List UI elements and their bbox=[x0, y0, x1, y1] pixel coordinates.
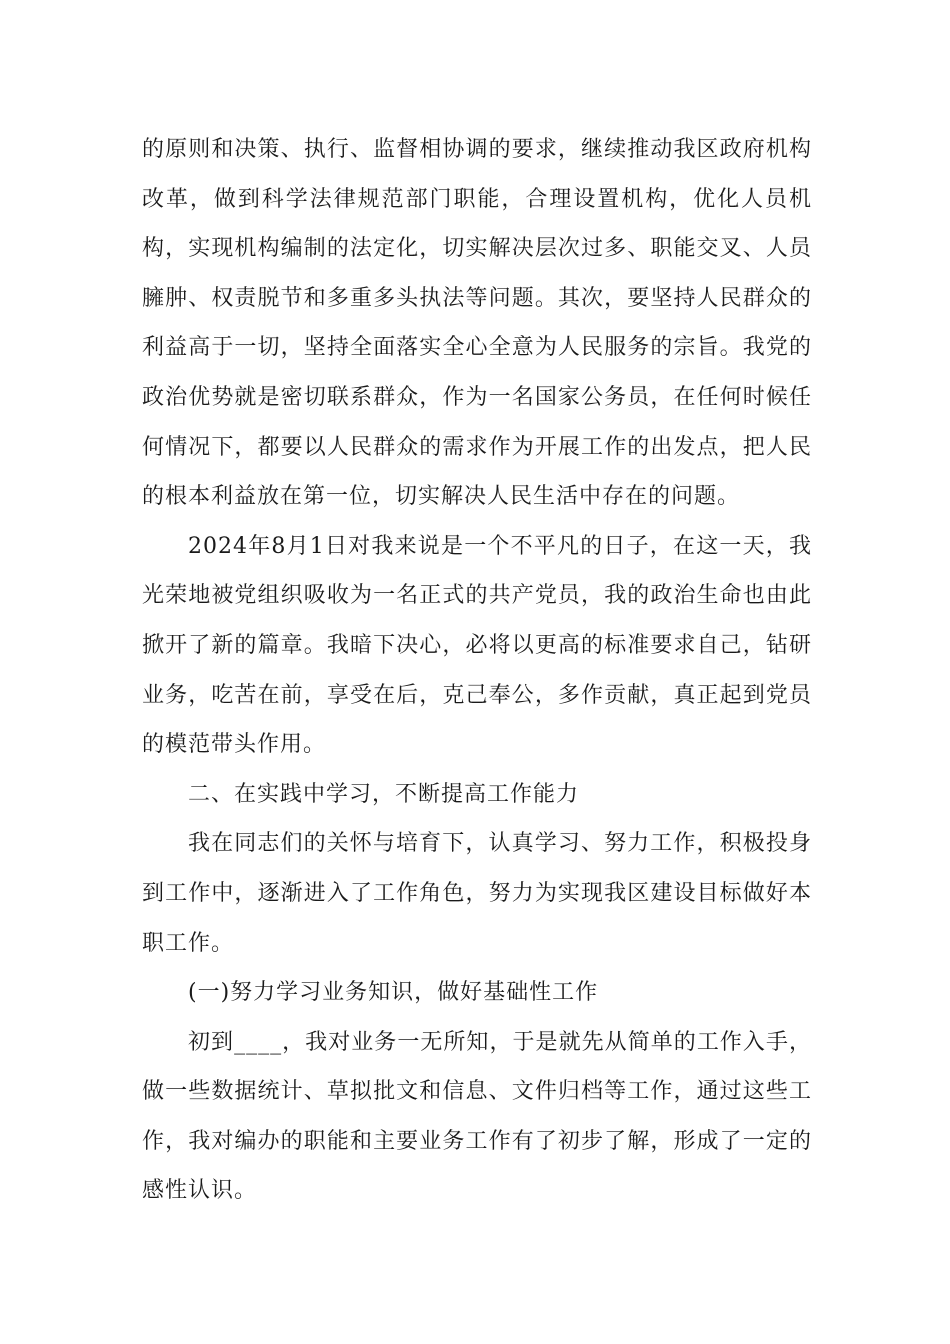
subsection-heading-1: (一)努力学习业务知识，做好基础性工作 bbox=[188, 980, 599, 1006]
document-page bbox=[142, 125, 812, 1216]
section-heading-2: 二、在实践中学习，不断提高工作能力 bbox=[188, 781, 580, 807]
body-paragraph-1: 的原则和决策、执行、监督相协调的要求，继续推动我区政府机构改革，做到科学法律规范部门职能，合理设置机构，优化人员机构，实现机构编制的法定化，切实解决层次过多、职能交叉、人员臃肿、权责脱节和多重多头执法等问题。其次，要坚持人民群众的利益高于一切，坚持全面落实全心全意为人民服务的宗旨。我党的政治优势就是密切联系群众，作为一名国家公务员，在任何时候任何情况下，都要以人民群众的需求作为开展工作的出发点，把人民的根本利益放在第一位，切实解决人民生活中存在的问题。 bbox=[142, 137, 812, 510]
body-paragraph-2: 2024年8月1日对我来说是一个不平凡的日子，在这一天，我光荣地被党组织吸收为一名正式的共产党员，我的政治生命也由此掀开了新的篇章。我暗下决心，必将以更高的标准要求自己，钻研业务，吃苦在前，享受在后，克己奉公，多作贡献，真正起到党员的模范带头作用。 bbox=[142, 533, 812, 758]
body-paragraph-3: 我在同志们的关怀与培育下，认真学习、努力工作，积极投身到工作中，逐渐进入了工作角色，努力为实现我区建设目标做好本职工作。 bbox=[142, 831, 812, 956]
body-paragraph-4: 初到____，我对业务一无所知，于是就先从简单的工作入手，做一些数据统计、草拟批文和信息、文件归档等工作，通过这些工作，我对编办的职能和主要业务工作有了初步了解，形成了一定的感性认识。 bbox=[142, 1029, 812, 1204]
